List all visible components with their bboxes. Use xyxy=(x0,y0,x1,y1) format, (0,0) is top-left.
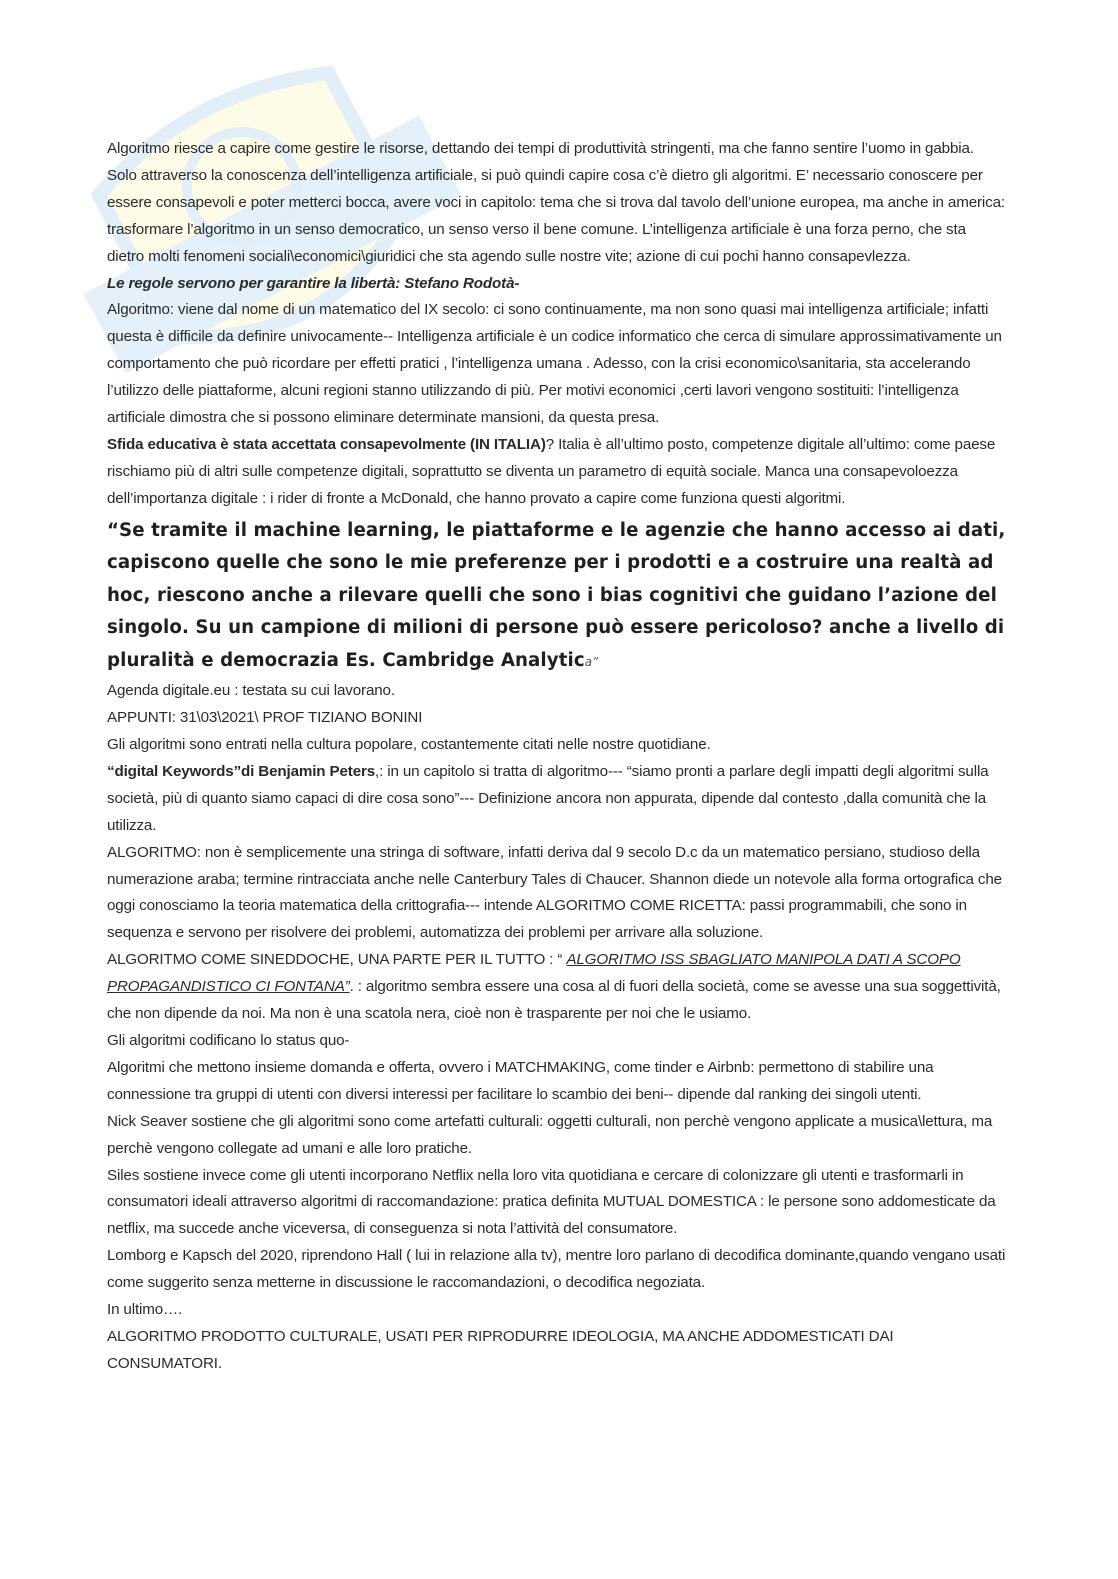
paragraph-sineddoche xyxy=(107,947,1007,1028)
paragraph-digital-keywords xyxy=(107,759,1007,840)
paragraph-cultura-popolare: Gli algoritmi sono entrati nella cultura popolare, costantemente citati nelle nostre quotidiane. xyxy=(107,736,711,753)
paragraph-conclusione: ALGORITMO PRODOTTO CULTURALE, USATI PER RIPRODURRE IDEOLOGIA, MA ANCHE ADDOMESTICATI DAI CONSUMATORI. xyxy=(107,1327,894,1372)
paragraph-algoritmo-storia: ALGORITMO: non è semplicemente una stringa di software, infatti deriva dal 9 secolo D.c da un matematico persiano, studioso della numerazione araba; termine rintracciata anche nelle Canterbury Tales di Chaucer. Shannon diede un notevole alla forma ortografica che oggi conosciamo la teoria matematica della crittografia--- intende ALGORITMO COME RICETTA: passi programmabili, che sono in sequenza e servono per risolvere dei problemi, automatizza dei problemi per arrivare alla soluzione. xyxy=(107,843,1002,942)
heading-rodota: Le regole servono per garantire la libertà: Stefano Rodotà- xyxy=(107,274,520,292)
paragraph-siles: Siles sostiene invece come gli utenti incorporano Netflix nella loro vita quotidiana e cercare di colonizzare gli utenti e trasformarli in consumatori ideali attraverso algoritmi di raccomandazione: pratica definita MUTUAL DOMESTICA : le persone sono addomesticate da netflix, ma succede anche viceversa, di conseguenza si nota l’attività del consumatore. xyxy=(107,1166,996,1238)
paragraph-nick-seaver: Nick Seaver sostiene che gli algoritmi sono come artefatti culturali: oggetti culturali, non perchè vengono applicate a musica\lettura, ma perchè vengono collegate ad umani e alle loro pratiche. xyxy=(107,1112,993,1157)
paragraph-in-ultimo: In ultimo…. xyxy=(107,1301,183,1319)
paragraph-agenda-digitale: Agenda digitale.eu : testata su cui lavorano. xyxy=(107,682,395,700)
sfida-educativa-heading: Sfida educativa è stata accettata consapevolmente (IN ITALIA) xyxy=(107,435,546,453)
quote-machine-learning xyxy=(107,515,1007,679)
sfida-educativa-text: ? Italia è all’ultimo posto, competenze digitale all’ultimo: come paese rischiamo più di altri sulle competenze digitali, soprattutto se diventa un parametro di equità sociale. Manca una consapevoloezza dell’importanza digitale : i rider di fronte a McDonald, che hanno provato a capire come funziona questi algoritmi. xyxy=(107,435,996,507)
digital-keywords-title: “digital Keywords”di Benjamin Peters xyxy=(107,762,376,780)
paragraph-matchmaking: Algoritmi che mettono insieme domanda e offerta, ovvero i MATCHMAKING, come tinder e Airbnb: permettono di stabilire una connessione tra gruppi di utenti con diversi interessi per facilitare lo scambio dei beni-- dipende dal ranking dei singoli utenti. xyxy=(107,1058,934,1103)
sineddoche-text: . : algoritmo sembra essere una cosa al di fuori della società, come se avesse una sua soggettività, che non dipende da noi. Ma non è una scatola nera, cioè non è trasparente per noi che le usiamo. xyxy=(107,978,1001,1023)
paragraph-intro: Algoritmo riesce a capire come gestire le risorse, dettando dei tempi di produttività stringenti, ma che fanno sentire l’uomo in gabbia. Solo attraverso la conoscenza dell’intelligenza artificiale, si può quindi capire cosa c’è dietro gli algoritmi. E’ necessario conoscere per essere consapevoli e poter metterci bocca, avere voci in capitolo: tema che si trova dal tavolo dell’unione europea, ma anche in america: trasformare l’algoritmo in un senso democratico, un senso verso il bene comune. L’intelligenza artificiale è una forza perno, che sta dietro molti fenomeni sociali\economici\giuridici che sta agendo sulle nostre vite; azione di cui pochi hanno consapevlezza. xyxy=(107,140,1005,265)
paragraph-lomborg-kapsch: Lomborg e Kapsch del 2020, riprendono Hall ( lui in relazione alla tv), mentre loro parlano di decodifica dominante,quando vengano usati come suggerito senza metterne in discussione le raccomandazioni, o decodifica negoziata. xyxy=(107,1247,1006,1292)
digital-keywords-text: ,: in un capitolo si tratta di algoritmo--- “siamo pronti a parlare degli impatti degli algoritmi sulla società, più di quanto siamo capaci di dire cosa sono”--- Definizione ancora non appurata, dipende dal contesto ,dalla comunità che la utilizza. xyxy=(107,762,989,834)
sineddoche-intro: ALGORITMO COME SINEDDOCHE, UNA PARTE PER IL TUTTO : “ xyxy=(107,951,567,969)
paragraph-algoritmo-definizione: Algoritmo: viene dal nome di un matematico del IX secolo: ci sono continuamente, ma non sono quasi mai intelligenza artificiale; infatti questa è difficile da definire univocamente-- Intelligenza artificiale è un codice informatico che cerca di simulare approssimativamente un comportamento che può ricordare per effetti pratici , l’intelligenza umana . Adesso, con la crisi economico\sanitaria, sta accelerando l’utilizzo delle piattaforme, alcuni regioni stanno utilizzando di più. Per motivi economici ,certi lavori vengono sostituiti: l’intelligenza artificiale dimostra che si possono eliminare determinate mansioni, da questa presa. xyxy=(107,301,1002,427)
quote-text: “Se tramite il machine learning, le piattaforme e le agenzie che hanno accesso ai dati, capiscono quelle che sono le mie preferenze per i prodotti e a costruire una realtà ad hoc, riescono anche a rilevare quelli che sono i bias cognitivi che guidano l’azione del singolo. Su un campione di milioni di persone può essere pericoloso? anche a livello di pluralità e democrazia Es. Cambridge Analytic xyxy=(107,519,1006,671)
paragraph-sfida-educativa xyxy=(107,432,1007,513)
document-body xyxy=(107,136,1007,1378)
quote-tail: a” xyxy=(584,654,599,669)
paragraph-appunti-date: APPUNTI: 31\03\2021\ PROF TIZIANO BONINI xyxy=(107,709,423,727)
paragraph-status-quo: Gli algoritmi codificano lo status quo- xyxy=(107,1031,350,1049)
headline-link[interactable]: ALGORITMO ISS SBAGLIATO MANIPOLA DATI A SCOPO PROPAGANDISTICO CI FONTANA” xyxy=(107,951,961,996)
